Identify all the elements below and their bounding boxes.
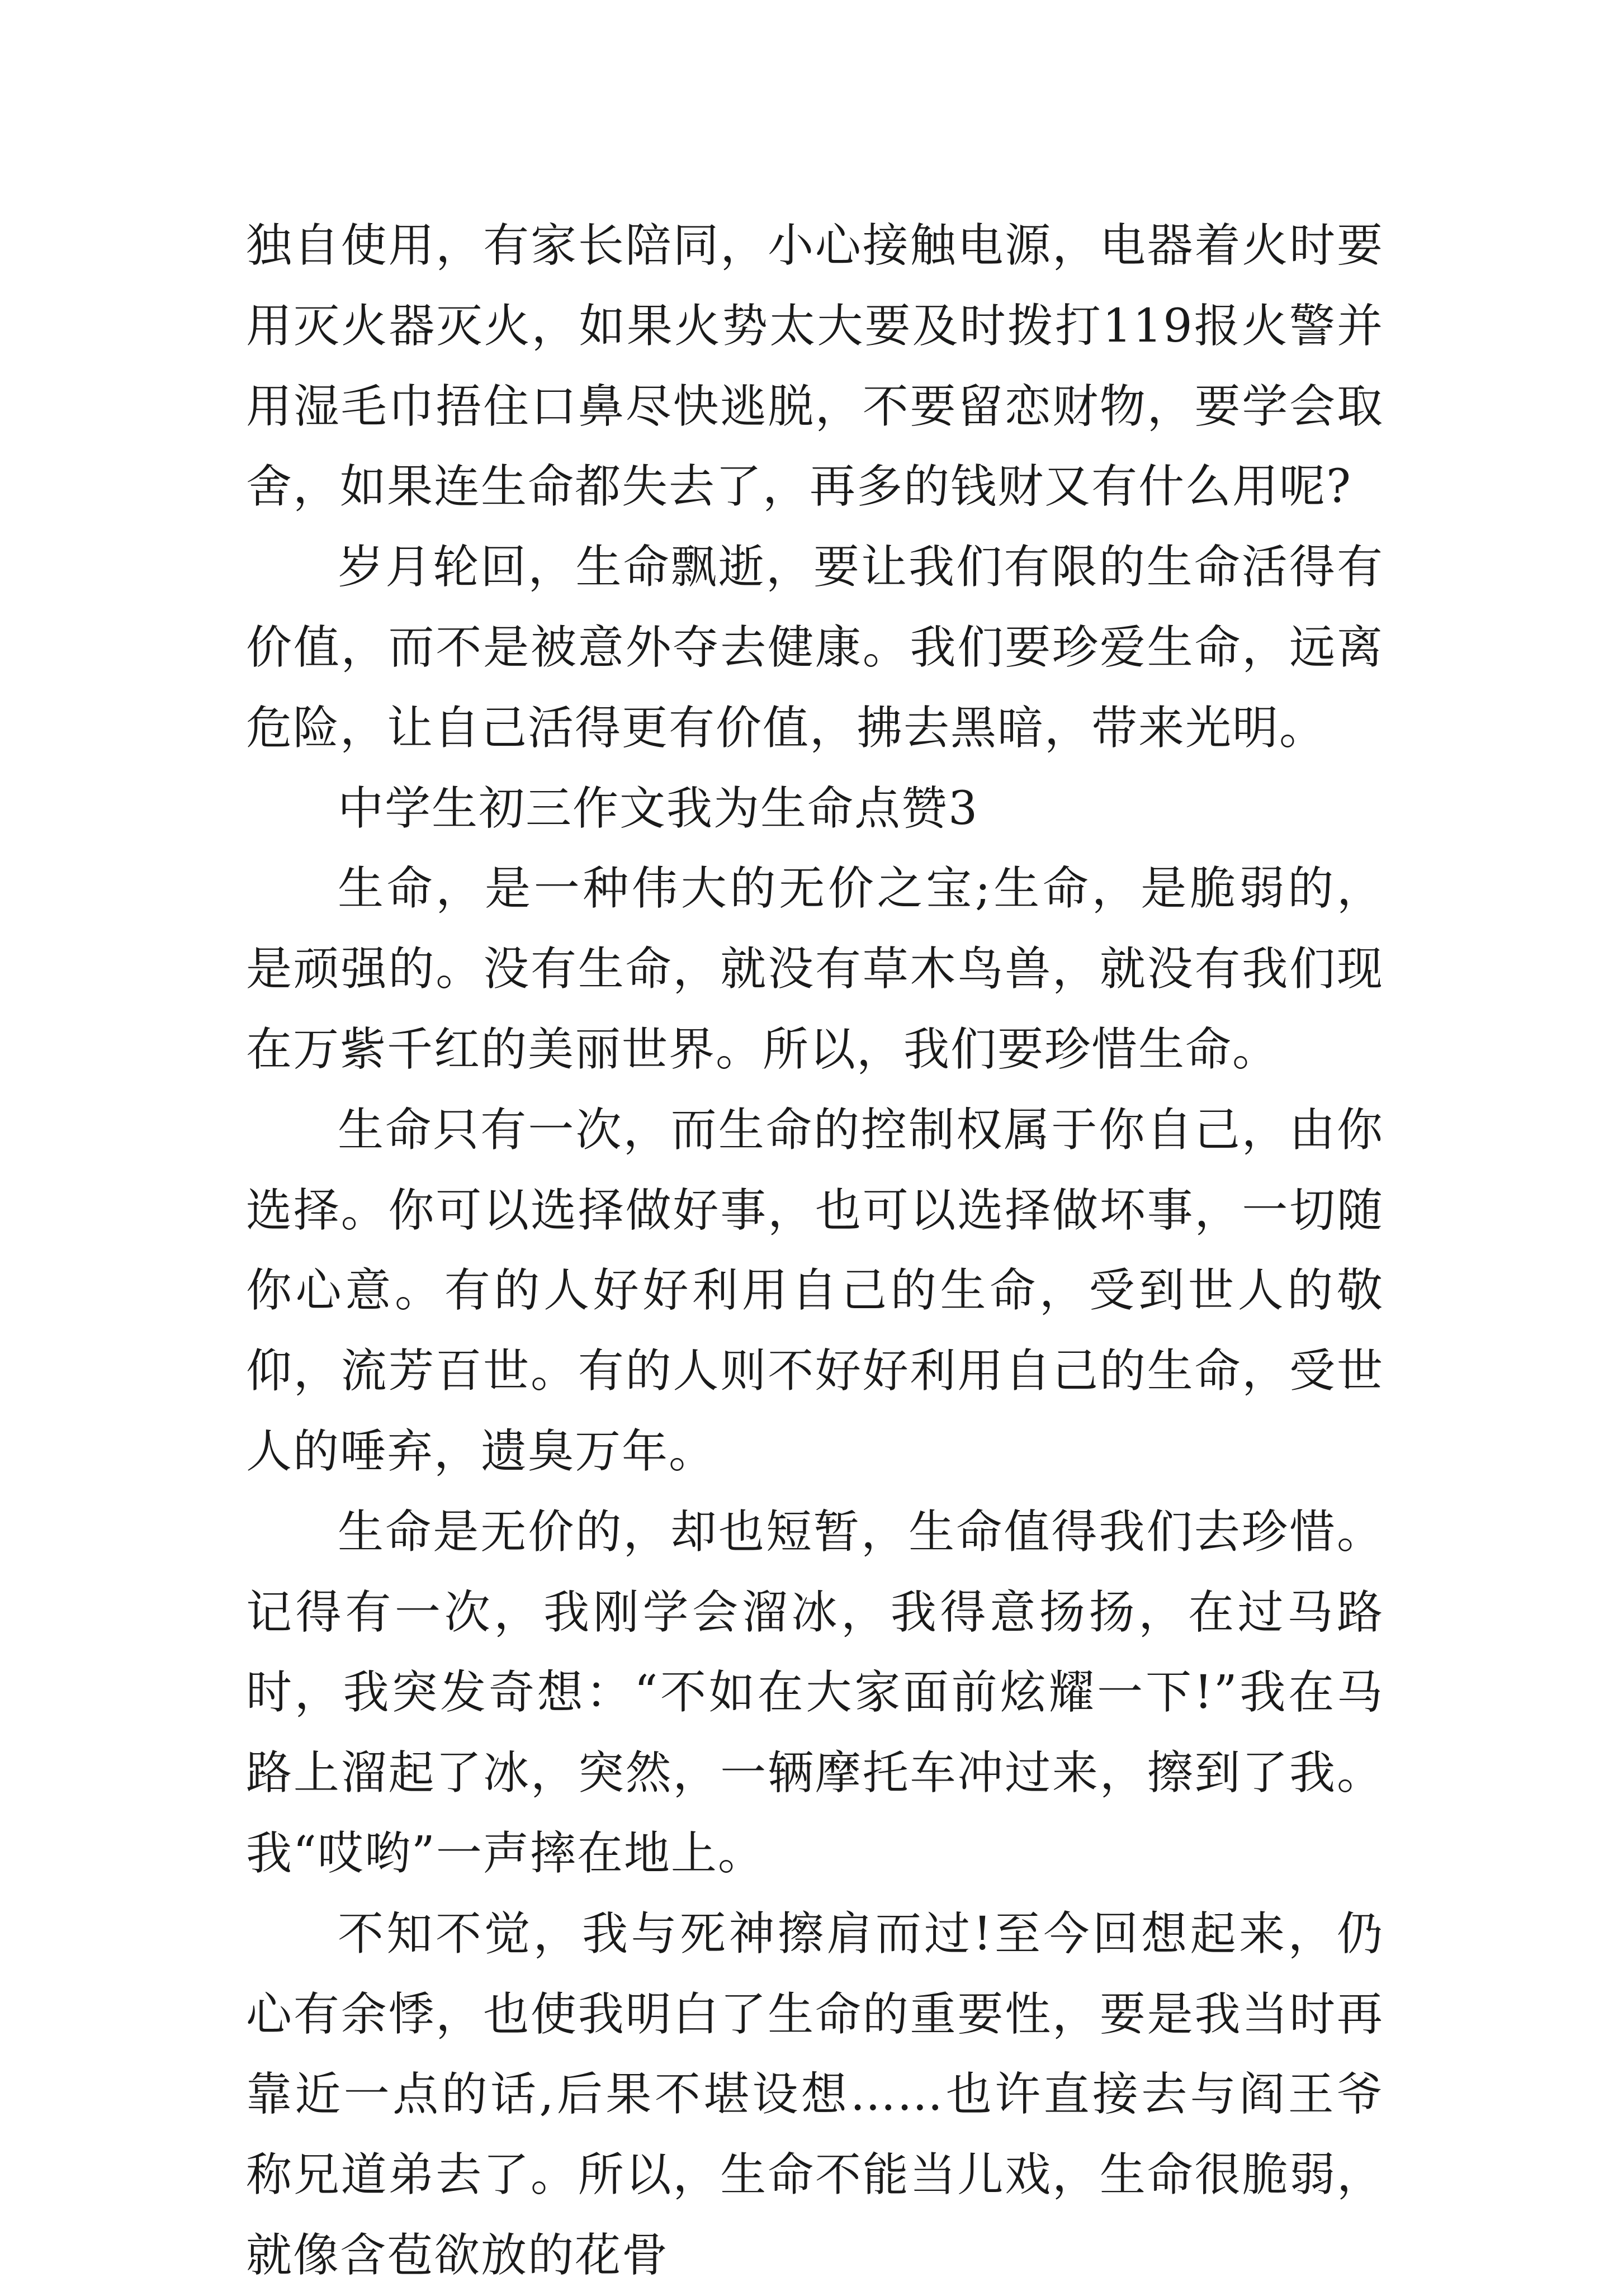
document-body [246,206,1384,2296]
paragraph: 不知不觉，我与死神擦肩而过!至今回想起来，仍心有余悸，也使我明白了生命的重要性，要是我当时再靠近一点的话,后果不堪设想……也许直接去与阎王爷称兄道弟去了。所以，生命不能当儿戏，生命很脆弱，就像含苞欲放的花骨 [246,1907,1384,2282]
paragraph: 生命，是一种伟大的无价之宝;生命，是脆弱的，是顽强的。没有生命，就没有草木鸟兽，就没有我们现在万紫千红的美丽世界。所以，我们要珍惜生命。 [246,862,1384,1076]
essay-title: 中学生初三作文我为生命点赞3 [338,782,979,835]
paragraph: 生命是无价的，却也短暂，生命值得我们去珍惜。记得有一次，我刚学会溜冰，我得意扬扬，在过马路时，我突发奇想：“不如在大家面前炫耀一下!”我在马路上溜起了冰，突然，一辆摩托车冲过来，擦到了我。我“哎哟”一声摔在地上。 [246,1505,1384,1880]
paragraph: 岁月轮回，生命飘逝，要让我们有限的生命活得有价值，而不是被意外夺去健康。我们要珍爱生命，远离危险，让自己活得更有价值，拂去黑暗，带来光明。 [246,541,1384,755]
paragraph: 生命只有一次，而生命的控制权属于你自己，由你选择。你可以选择做好事，也可以选择做坏事，一切随你心意。有的人好好利用自己的生命，受到世人的敬仰，流芳百世。有的人则不好好利用自己的生命，受世人的唾弃，遗臭万年。 [246,1103,1384,1478]
paragraph-continued: 独自使用，有家长陪同，小心接触电源，电器着火时要用灭火器灭火，如果火势太大要及时拨打119报火警并用湿毛巾捂住口鼻尽快逃脱，不要留恋财物，要学会取舍，如果连生命都失去了，再多的钱财又有什么用呢? [246,219,1384,514]
